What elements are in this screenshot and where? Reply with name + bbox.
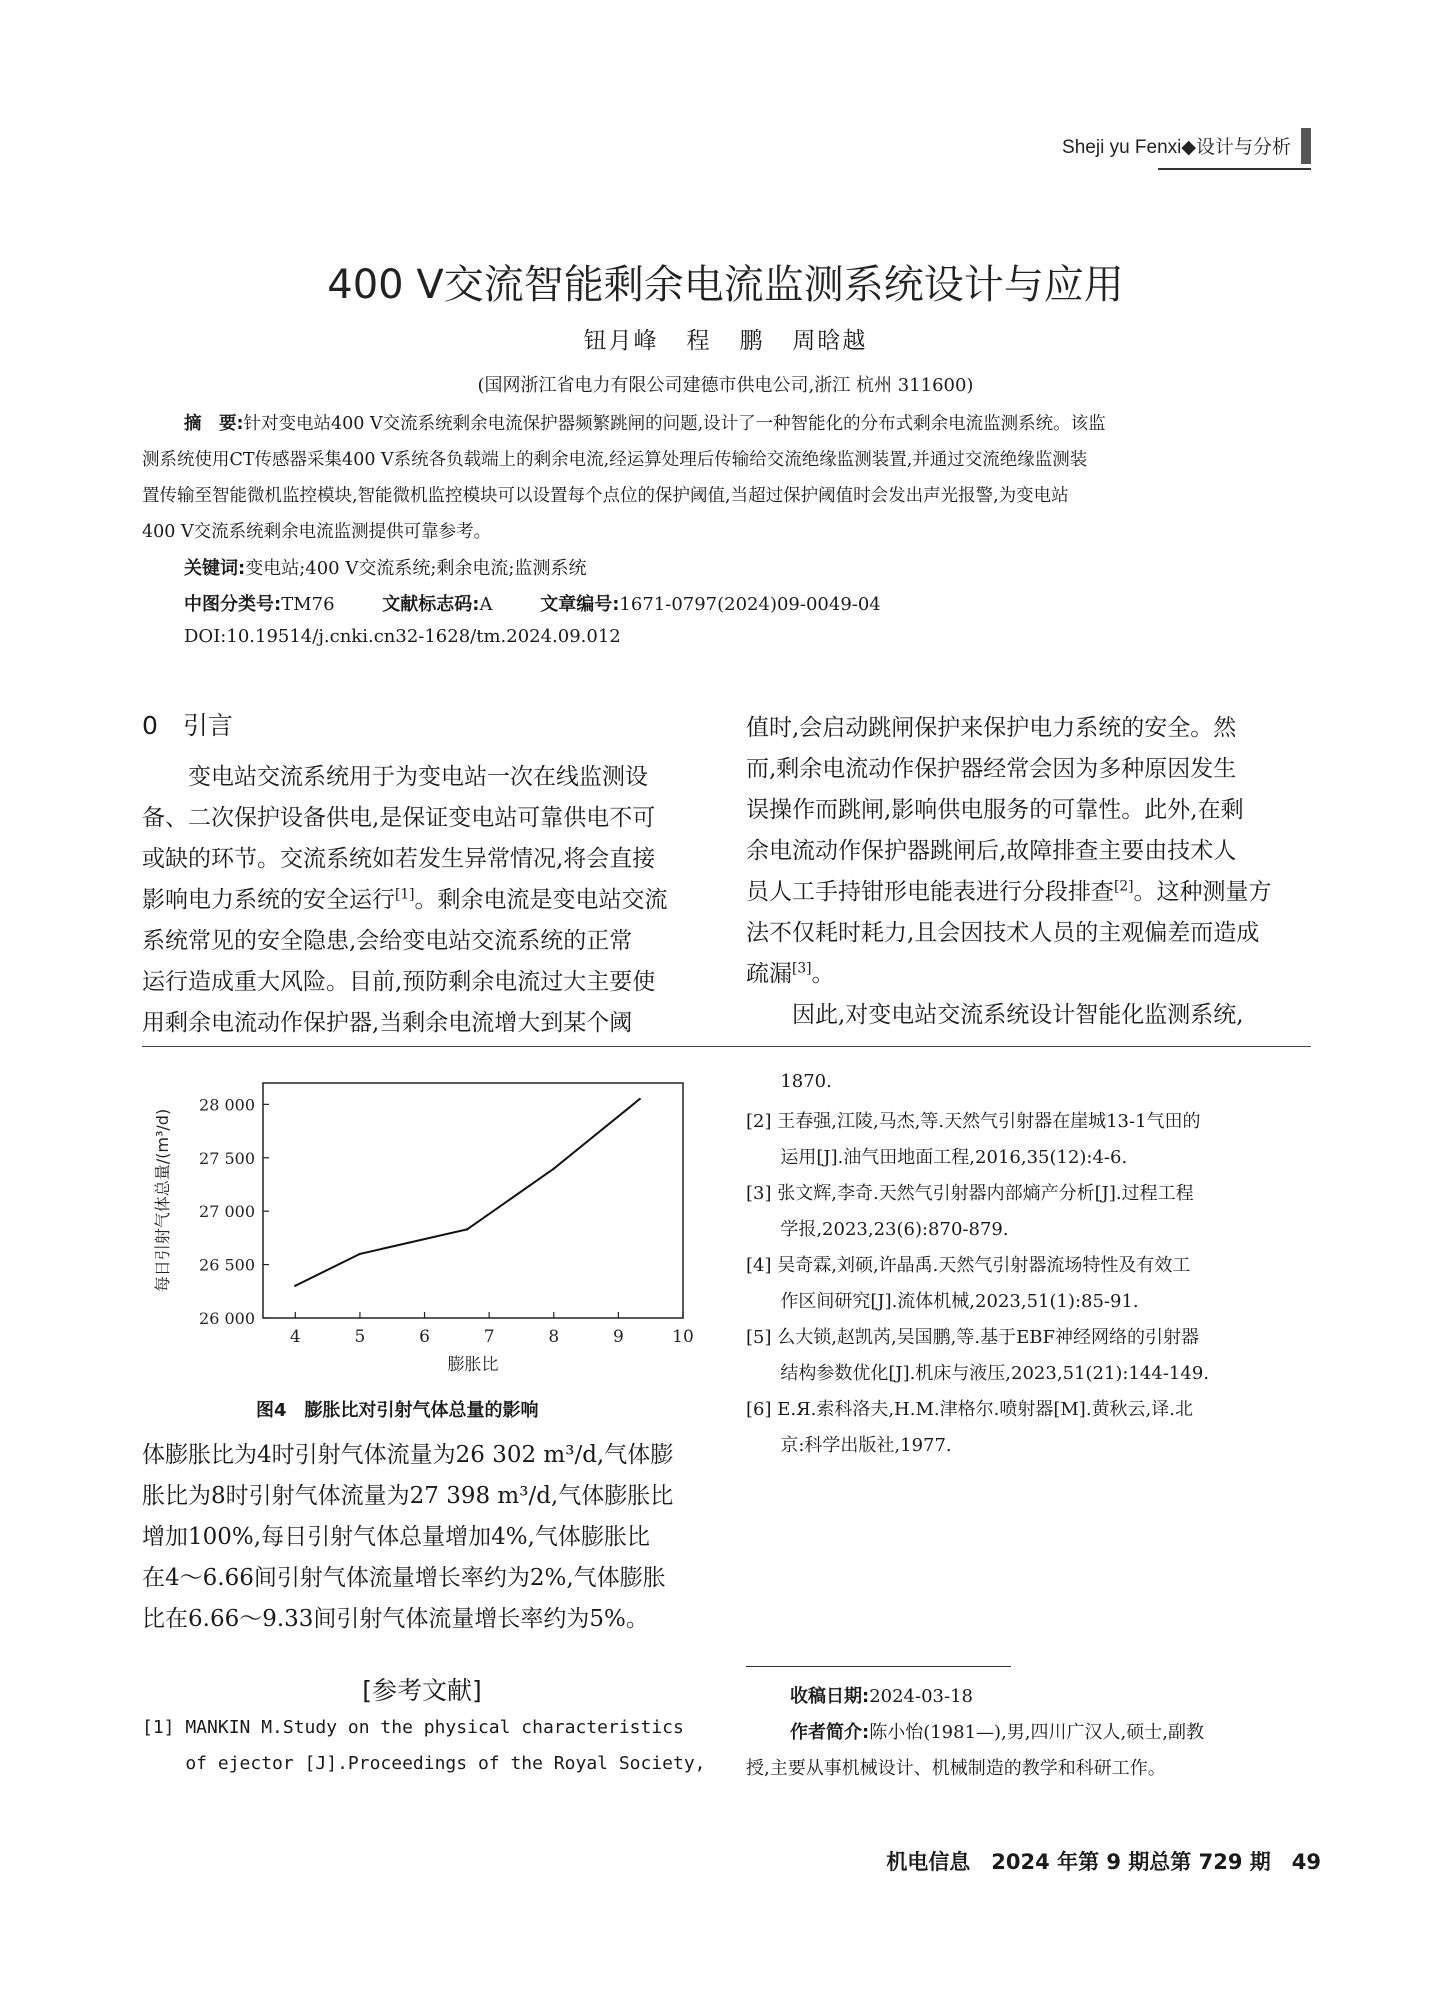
- doccode-value: A: [479, 594, 493, 615]
- ref-right-line-8: [5] 么大锁,赵凯芮,吴国鹏,等.基于EBF神经网络的引射器: [746, 1327, 1199, 1348]
- keywords-label: 关键词:: [184, 558, 246, 579]
- y-tick-label: 27 500: [199, 1148, 255, 1168]
- doi-line: [184, 626, 621, 647]
- received-date: [790, 1682, 973, 1708]
- result-line-1: 体膨胀比为4时引射气体流量为26 302 m³/d,气体膨: [142, 1442, 674, 1468]
- intro-right-line-4: 余电流动作保护器跳闸后,故障排查主要由技术人: [746, 838, 1237, 864]
- y-tick-label: 26 500: [199, 1255, 255, 1275]
- classification-line: [184, 590, 881, 616]
- x-tick-label: 5: [354, 1327, 366, 1347]
- result-line-5: 比在6.66～9.33间引射气体流量增长率约为5%。: [142, 1606, 649, 1632]
- intro-left-line-1: 变电站交流系统用于为变电站一次在线监测设: [142, 764, 648, 790]
- author-bio-line-1: [790, 1718, 1204, 1744]
- intro-left-line-2: 备、二次保护设备供电,是保证变电站可靠供电不可: [142, 805, 656, 831]
- x-tick-label: 8: [548, 1327, 560, 1347]
- abstract-line-1: [142, 410, 1106, 435]
- ref-right-line-1: 1870.: [746, 1071, 832, 1092]
- doi-label: DOI:: [184, 626, 227, 647]
- author-bio-line-2: 授,主要从事机械设计、机械制造的教学和科研工作。: [746, 1758, 1166, 1779]
- intro-left-line-6: 运行造成重大风险。目前,预防剩余电流过大主要使: [142, 969, 656, 995]
- citation-3: [3]: [792, 960, 812, 977]
- y-tick-label: 26 000: [199, 1309, 255, 1328]
- citation-1: [1]: [395, 886, 415, 903]
- figure-caption: 图4 膨胀比对引射气体总量的影响: [256, 1400, 539, 1421]
- page-footer: 机电信息 2024 年第 9 期总第 729 期 49: [886, 1850, 1321, 1874]
- ref-left-line-2: of ejector [J].Proceedings of the Royal Society,: [142, 1753, 706, 1774]
- intro-right-line-5-head: 员人工手持钳形电能表进行分段排查: [746, 879, 1114, 905]
- intro-right-line-5-tail: 。这种测量方: [1133, 879, 1272, 905]
- footnote-rule: [746, 1666, 1011, 1667]
- intro-left-line-5: 系统常见的安全隐患,会给变电站交流系统的正常: [142, 928, 633, 954]
- intro-right-line-7-tail: 。: [811, 961, 835, 987]
- x-tick-label: 10: [672, 1327, 694, 1347]
- abstract-text-1: 针对变电站400 V交流系统剩余电流保护器频繁跳闸的问题,设计了一种智能化的分布式剩余电流监测系统。该监: [243, 414, 1106, 434]
- abstract-label: 摘 要:: [184, 414, 244, 434]
- intro-right-line-1: 值时,会启动跳闸保护来保护电力系统的安全。然: [746, 715, 1237, 741]
- intro-right-line-2: 而,剩余电流动作保护器经常会因为多种原因发生: [746, 756, 1237, 782]
- articleno-label: 文章编号:: [540, 594, 620, 615]
- column-divider: [142, 1046, 1311, 1047]
- running-header-text: Sheji yu Fenxi◆设计与分析: [1062, 137, 1291, 158]
- intro-left-line-4: [142, 881, 668, 914]
- references-heading: [参考文献]: [362, 1676, 482, 1705]
- intro-right-line-6: 法不仅耗时耗力,且会因技术人员的主观偏差而造成: [746, 920, 1260, 946]
- clc-label: 中图分类号:: [184, 594, 282, 615]
- result-line-4: 在4～6.66间引射气体流量增长率约为2%,气体膨胀: [142, 1565, 666, 1591]
- y-axis-label: 每日引射气体总量/(m³/d): [153, 1108, 172, 1293]
- intro-right-line-3: 误操作而跳闸,影响供电服务的可靠性。此外,在剩: [746, 797, 1244, 823]
- ref-left-line-1: [1] MANKIN M.Study on the physical characteristics: [142, 1717, 684, 1738]
- ref-right-line-2: [2] 王春强,江陵,马杰,等.天然气引射器在崖城13-1气田的: [746, 1111, 1201, 1132]
- abstract-line-3: 置传输至智能微机监控模块,智能微机监控模块可以设置每个点位的保护阈值,当超过保护阈值时会发出声光报警,为变电站: [142, 486, 1069, 506]
- header-bar: [1301, 128, 1311, 164]
- doccode-label: 文献标志码:: [382, 594, 480, 615]
- abstract-line-4: 400 V交流系统剩余电流监测提供可靠参考。: [142, 522, 492, 542]
- data-point: [639, 1098, 641, 1100]
- ref-right-line-5: 学报,2023,23(6):870-879.: [746, 1219, 1009, 1240]
- intro-right-line-7-head: 疏漏: [746, 961, 792, 987]
- author-bio-label: 作者简介:: [790, 1722, 870, 1743]
- article-title: 400 V交流智能剩余电流监测系统设计与应用: [327, 262, 1124, 308]
- plot-frame: [263, 1083, 683, 1318]
- ref-right-line-9: 结构参数优化[J].机床与液压,2023,51(21):144-149.: [746, 1363, 1209, 1384]
- data-point: [359, 1253, 361, 1255]
- header-underline: [1158, 168, 1311, 170]
- clc-value: TM76: [281, 594, 335, 615]
- intro-right-line-8: 因此,对变电站交流系统设计智能化监测系统,: [746, 1002, 1244, 1028]
- intro-left-line-3: 或缺的环节。交流系统如若发生异常情况,将会直接: [142, 846, 656, 872]
- received-value: 2024-03-18: [869, 1686, 973, 1707]
- abstract-line-2: 测系统使用CT传感器采集400 V系统各负载端上的剩余电流,经运算处理后传输给交流绝缘监测装置,并通过交流绝缘监测装: [142, 450, 1088, 470]
- running-header: [1062, 132, 1291, 159]
- intro-left-line-4-head: 影响电力系统的安全运行: [142, 887, 395, 913]
- ref-right-line-4: [3] 张文辉,李奇.天然气引射器内部熵产分析[J].过程工程: [746, 1183, 1194, 1204]
- ref-right-line-3: 运用[J].油气田地面工程,2016,35(12):4-6.: [746, 1147, 1128, 1168]
- result-line-3: 增加100%,每日引射气体总量增加4%,气体膨胀比: [142, 1524, 650, 1550]
- keywords-line: [184, 554, 586, 580]
- intro-right-line-5: [746, 873, 1272, 906]
- intro-right-line-7: [746, 955, 835, 988]
- keywords: 变电站;400 V交流系统;剩余电流;监测系统: [245, 558, 587, 579]
- data-point: [553, 1167, 555, 1169]
- section-heading-intro: 0 引言: [142, 711, 233, 740]
- x-axis-label: 膨胀比: [447, 1355, 499, 1375]
- articleno-value: 1671-0797(2024)09-0049-04: [619, 594, 881, 615]
- y-tick-label: 28 000: [199, 1095, 255, 1115]
- doi-value: 10.19514/j.cnki.cn32-1628/tm.2024.09.012: [226, 626, 621, 647]
- ref-right-line-11: 京:科学出版社,1977.: [746, 1435, 952, 1456]
- x-tick-label: 7: [483, 1327, 495, 1347]
- ref-right-line-10: [6] Е.Я.索科洛夫,Н.М.津格尔.喷射器[M].黄秋云,译.北: [746, 1399, 1193, 1420]
- result-line-2: 胀比为8时引射气体流量为27 398 m³/d,气体膨胀比: [142, 1483, 674, 1509]
- article-affiliation: (国网浙江省电力有限公司建德市供电公司,浙江 杭州 311600): [477, 375, 974, 396]
- x-tick-label: 6: [419, 1327, 430, 1347]
- series-line: [295, 1099, 639, 1286]
- y-tick-label: 27 000: [199, 1202, 255, 1222]
- data-point: [294, 1285, 296, 1287]
- author-bio-text-1: 陈小怡(1981—),男,四川广汉人,硕士,副教: [869, 1722, 1204, 1743]
- article-authors: 钮月峰 程 鹏 周晗越: [583, 328, 868, 354]
- ref-right-line-6: [4] 吴奇霖,刘硕,许晶禹.天然气引射器流场特性及有效工: [746, 1255, 1191, 1276]
- data-point: [466, 1228, 468, 1230]
- intro-left-line-7: 用剩余电流动作保护器,当剩余电流增大到某个阈: [142, 1010, 633, 1036]
- x-tick-label: 9: [612, 1327, 624, 1347]
- figure-4-chart: [142, 1068, 702, 1383]
- received-label: 收稿日期:: [790, 1686, 870, 1707]
- x-tick-label: 4: [289, 1327, 301, 1347]
- ref-right-line-7: 作区间研究[J].流体机械,2023,51(1):85-91.: [746, 1291, 1139, 1312]
- citation-2: [2]: [1114, 878, 1134, 895]
- intro-left-line-4-tail: 。剩余电流是变电站交流: [414, 887, 668, 913]
